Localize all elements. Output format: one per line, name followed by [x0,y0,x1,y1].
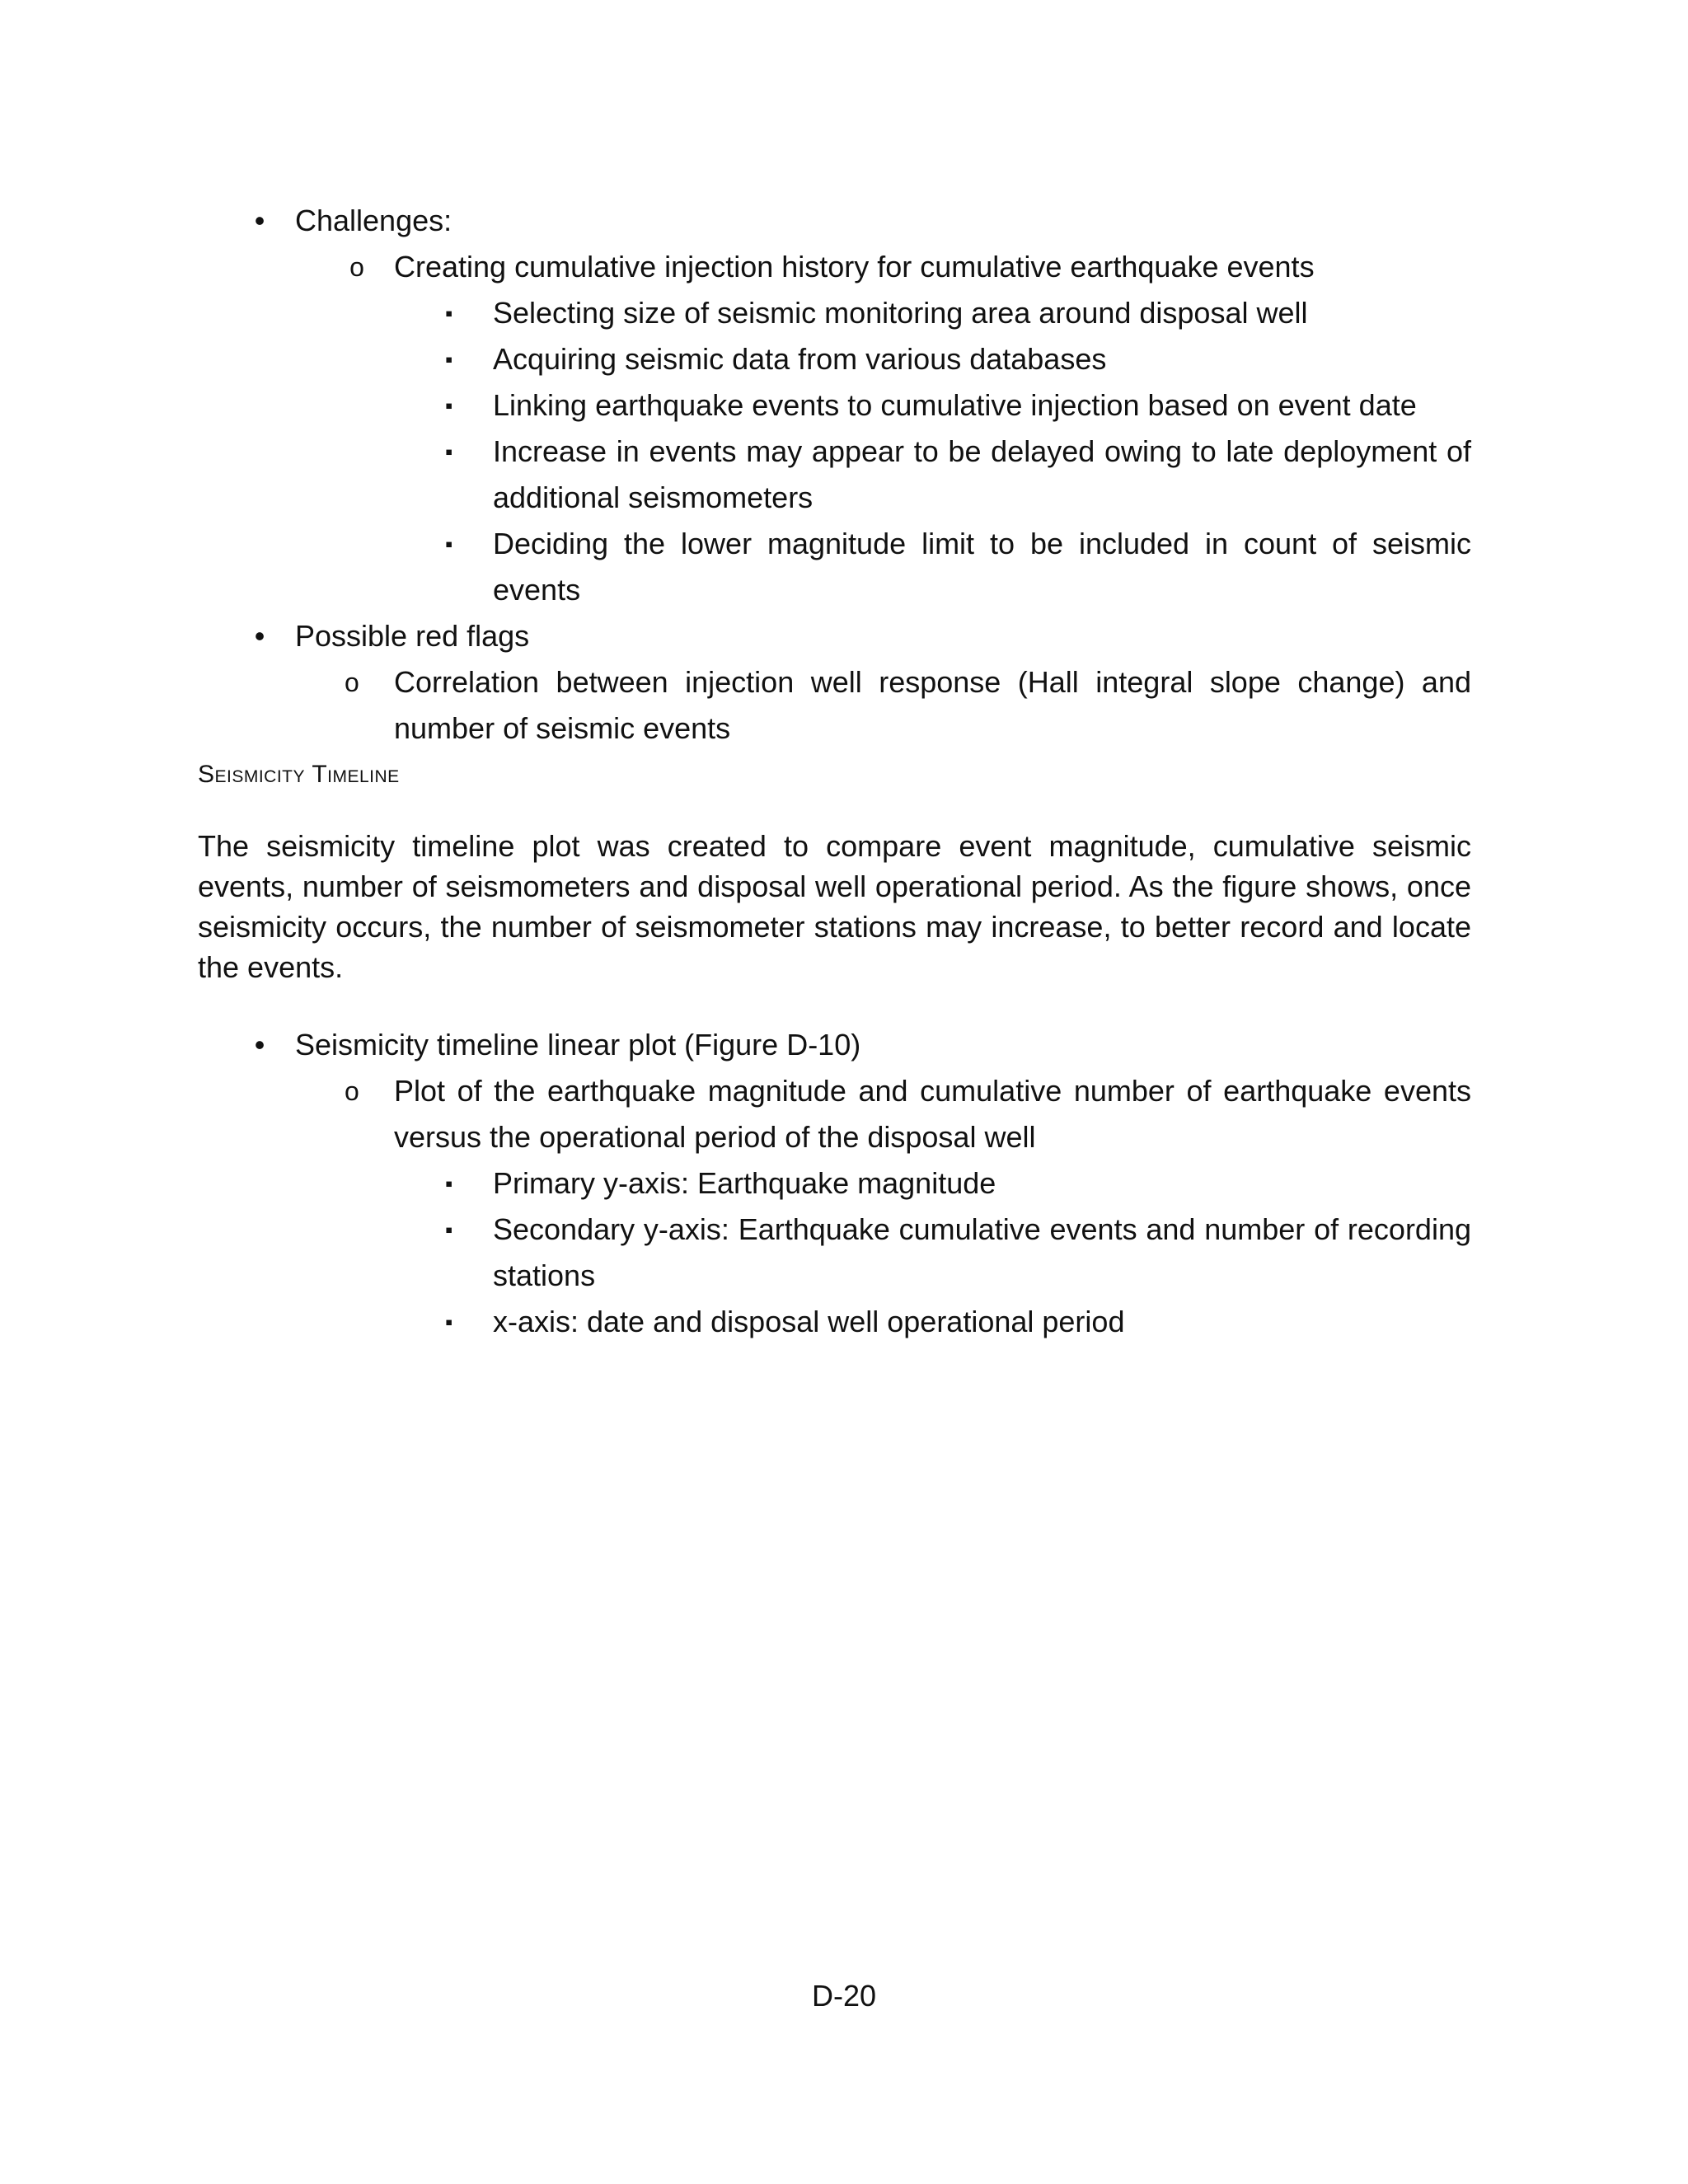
circle-bullet-icon: o [349,252,364,282]
bullet-icon: • [254,1028,265,1062]
list-item-text: Correlation between injection well response (Hall integral slope change) and number of seismic events [394,665,1471,745]
list-item [394,382,1471,429]
timeline-plot-sublist [295,1068,1471,1345]
list-item [394,429,1471,521]
list-item-text: Selecting size of seismic monitoring area around disposal well [493,296,1308,330]
section-heading: Seismicity Timeline [198,761,400,788]
square-bullet-icon: ▪ [445,347,453,372]
square-bullet-icon: ▪ [445,1310,453,1334]
list-item-correlation [295,659,1471,752]
list-item-text: x-axis: date and disposal well operational period [493,1305,1125,1338]
list-item-label: Challenges: [295,204,452,237]
plot-description-list [198,1022,1471,1345]
page-number: D-20 [811,1979,877,2013]
square-bullet-icon: ▪ [445,393,453,418]
cumulative-injection-sublist [394,290,1471,613]
page-content [198,198,1471,1345]
bullet-icon: • [254,619,265,653]
list-item [394,521,1471,613]
list-item [394,290,1471,336]
circle-bullet-icon: o [345,668,359,697]
square-bullet-icon: ▪ [445,1171,453,1196]
list-item-text: Primary y-axis: Earthquake magnitude [493,1166,996,1200]
list-item [394,1207,1471,1299]
list-item-label: Creating cumulative injection history for cumulative earthquake events [394,250,1315,284]
list-item-text: Acquiring seismic data from various databases [493,342,1107,376]
square-bullet-icon: ▪ [445,1217,453,1242]
challenges-sublist [295,244,1471,613]
list-item [394,336,1471,382]
bullet-icon: • [254,204,265,237]
square-bullet-icon: ▪ [445,439,453,464]
list-item-label: Possible red flags [295,619,530,653]
list-item-text: Deciding the lower magnitude limit to be included in count of seismic events [493,527,1471,607]
circle-bullet-icon: o [345,1076,359,1106]
list-item-text: Plot of the earthquake magnitude and cumulative number of earthquake events versus the operational period of the disposal well [394,1074,1471,1154]
list-item [394,1160,1471,1207]
axes-sublist [394,1160,1471,1345]
list-item-cumulative-injection [295,244,1471,613]
square-bullet-icon: ▪ [445,301,453,326]
list-item-challenges [198,198,1471,613]
list-item-timeline-plot [198,1022,1471,1345]
square-bullet-icon: ▪ [445,532,453,556]
body-paragraph: The seismicity timeline plot was created to compare event magnitude, cumulative seismic events, number of seismometers and disposal well operational period. As the figure shows, once seismicity occurs, the number of seismometer stations may increase, to better record and locate the events. [198,829,1471,984]
list-item-text: Increase in events may appear to be delayed owing to late deployment of additional seismometers [493,434,1471,514]
challenges-list [198,198,1471,752]
list-item [394,1299,1471,1345]
red-flags-sublist [295,659,1471,752]
list-item-plot-description [295,1068,1471,1345]
list-item-label: Seismicity timeline linear plot (Figure D-10) [295,1028,861,1062]
list-item-text: Linking earthquake events to cumulative injection based on event date [493,388,1417,422]
list-item-text: Secondary y-axis: Earthquake cumulative events and number of recording stations [493,1212,1471,1292]
list-item-red-flags [198,613,1471,752]
